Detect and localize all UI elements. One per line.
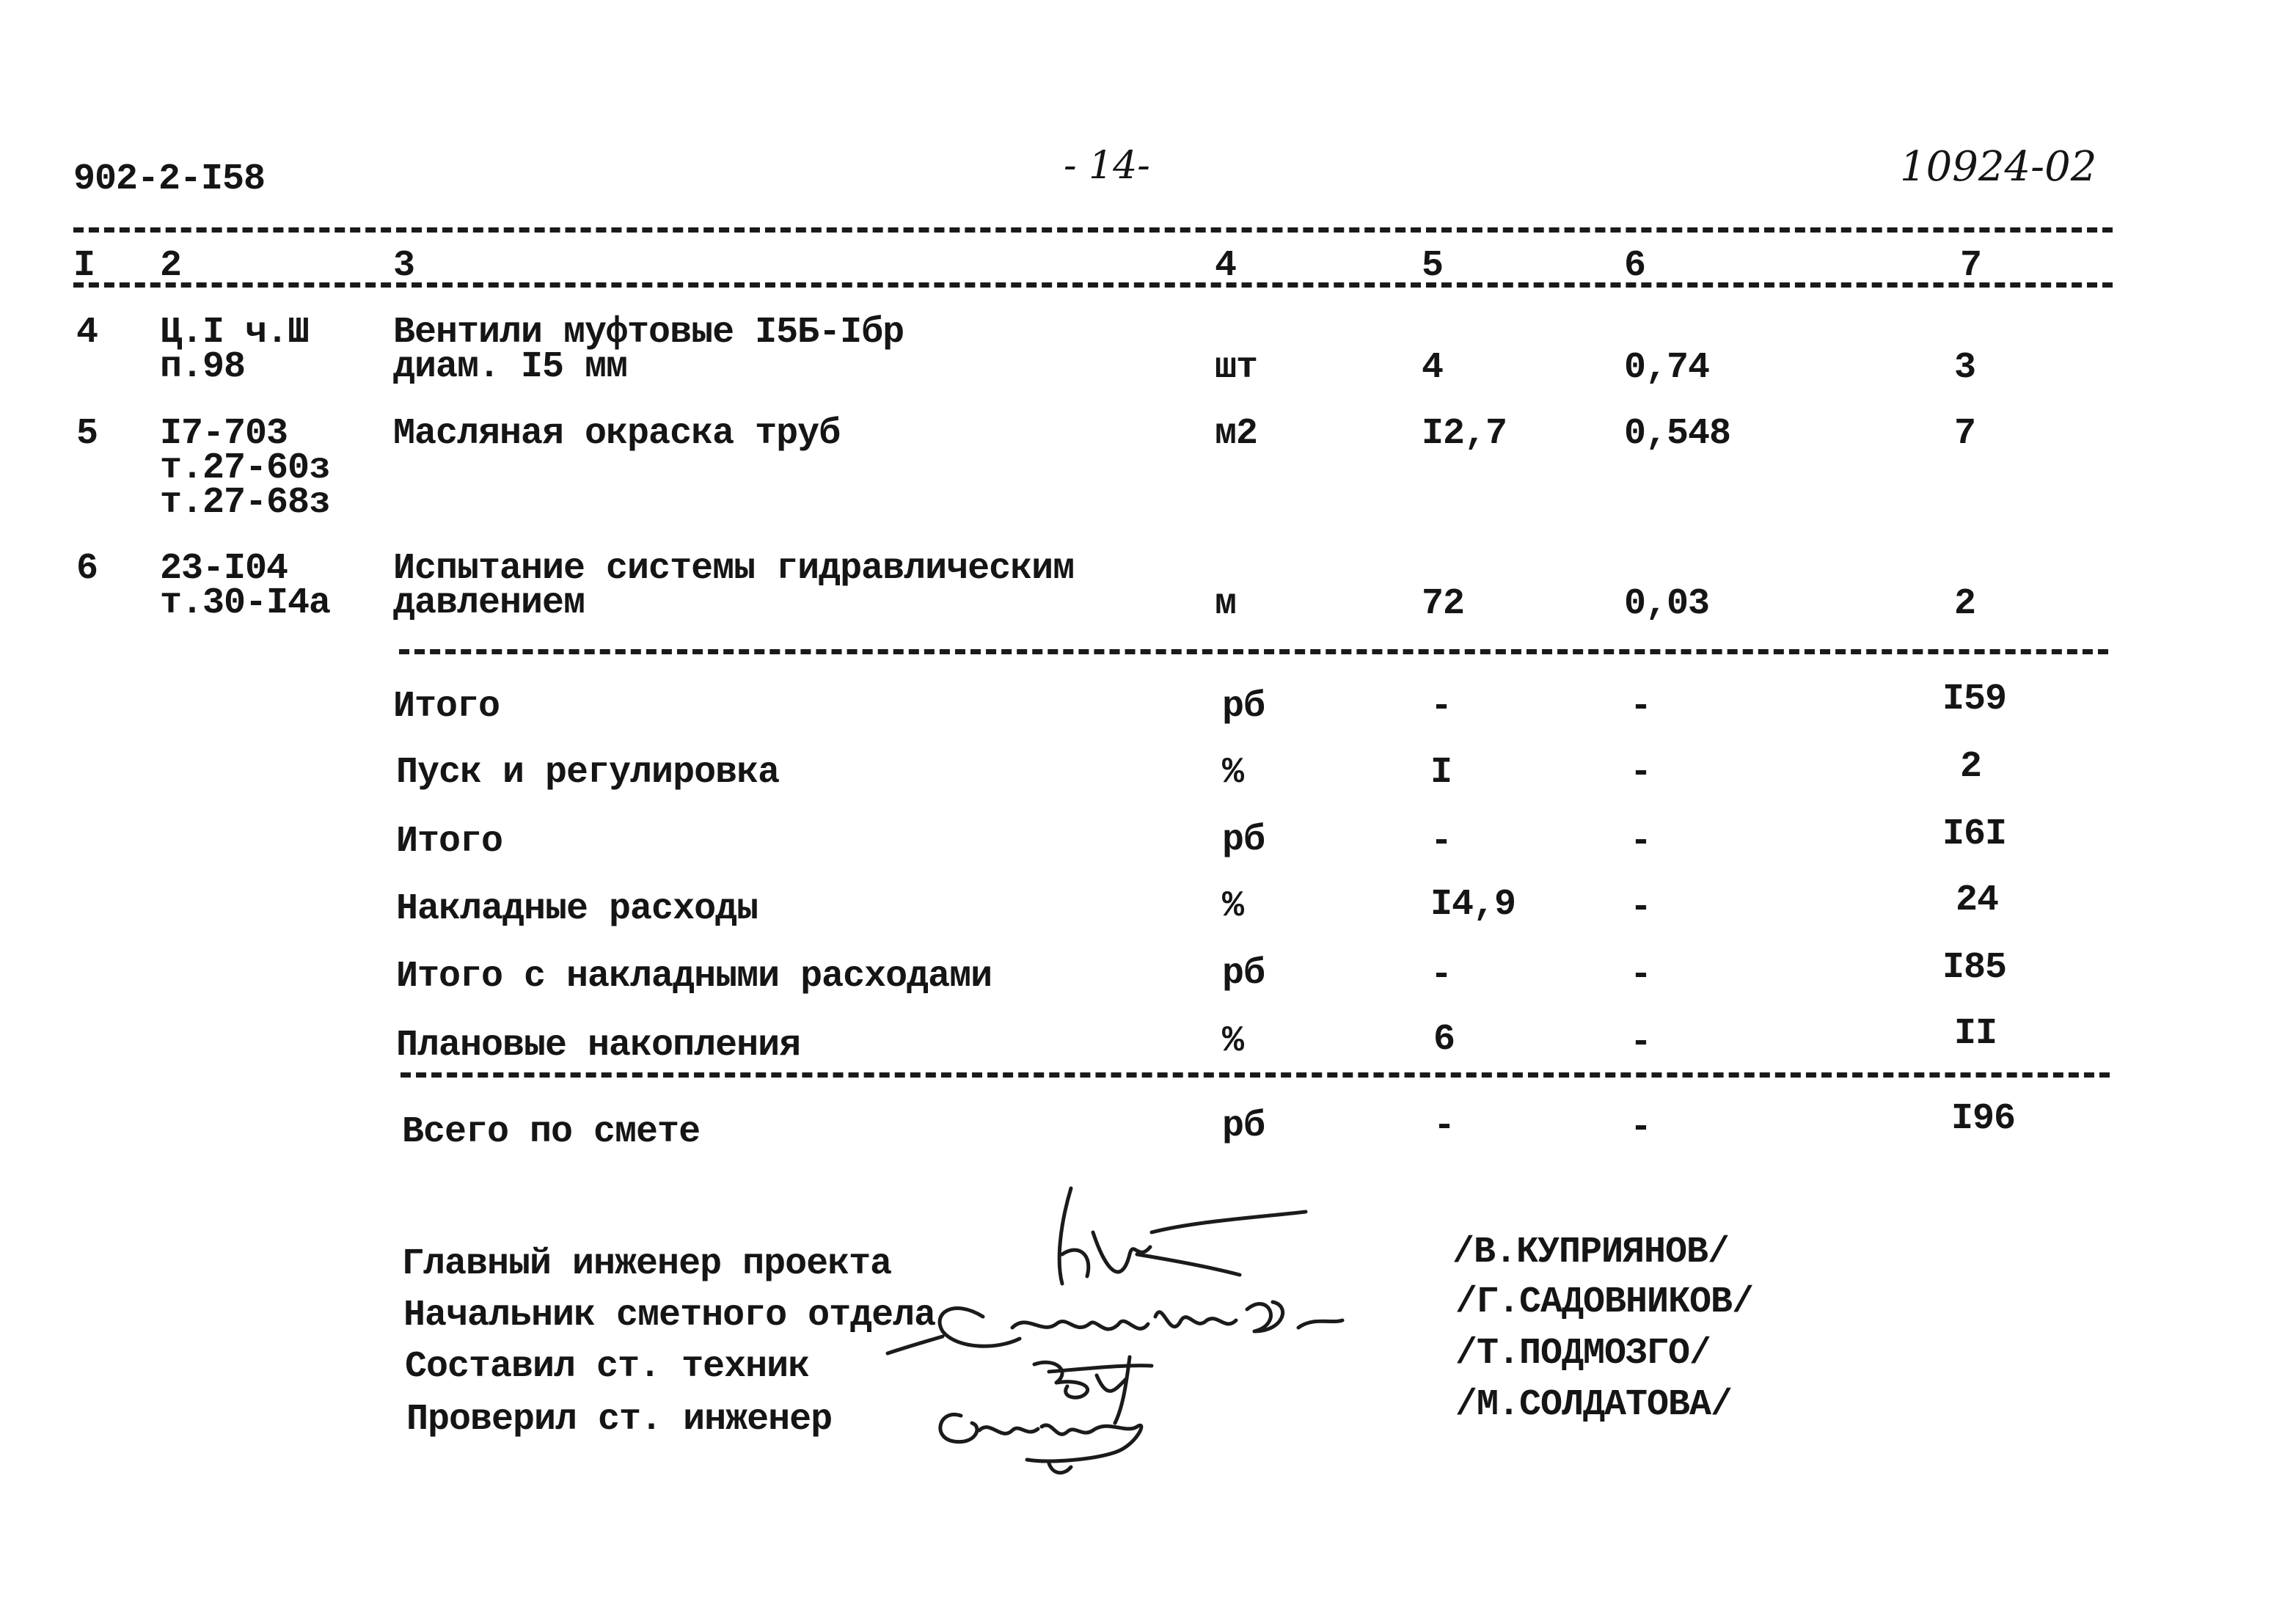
signature-text [0,0,1,1]
summary-total: 24 [1956,879,1999,921]
column-number-5: 5 [1422,245,1444,287]
signature-role: Проверил ст. инженер [406,1399,833,1441]
column-number-1: I [73,245,95,287]
signature-name: /В.КУПРИЯНОВ/ [1452,1232,1730,1273]
row-name: Вентили муфтовые I5Б-Iбр диам. I5 мм [393,312,904,388]
summary-unit: % [1222,885,1244,927]
reference-number: 10924-02 [1900,143,2097,191]
summary-price: - [1630,954,1652,996]
summary-total: I85 [1942,947,2007,989]
column-number-2: 2 [160,245,182,287]
signature-role: Составил ст. техник [405,1346,810,1388]
row-number: 5 [76,413,98,455]
page-number: - 14- [1064,144,1150,188]
column-number-4: 4 [1215,245,1237,287]
items-end-rule [399,649,2108,654]
summary-unit: % [1222,1020,1244,1062]
summary-price: - [1630,1022,1652,1064]
column-number-6: 6 [1624,245,1646,287]
signature-soldatova [940,1414,1141,1472]
column-number-3: 3 [393,245,415,287]
row-code: I7-703 т.27-60з т.27-68з [160,413,331,524]
row-code: 23-I04 т.30-I4а [160,548,331,624]
signature-role: Главный инженер проекта [402,1243,892,1285]
row-price: 0,03 [1624,583,1710,625]
signature-text-holder [0,0,1,1]
grand-total-price: - [1630,1107,1652,1149]
summary-unit: рб [1222,686,1265,728]
signature-sadovnikov [888,1302,1342,1353]
summary-price: - [1630,752,1652,794]
row-total: 3 [1954,347,1976,389]
row-total: 2 [1954,583,1976,625]
grand-total-unit: рб [1222,1105,1265,1147]
summary-name: Накладные расходы [396,888,758,930]
row-unit: м [1215,583,1237,625]
header-rule [73,282,2113,288]
summary-name: Итого [396,821,503,863]
row-quantity: 72 [1422,583,1465,625]
summary-total: I59 [1942,679,2007,720]
summary-unit: рб [1222,953,1265,995]
grand-total-value: I96 [1951,1098,2016,1140]
row-name: Испытание системы гидравлическим давлением [393,548,1075,624]
row-quantity: I2,7 [1422,413,1507,455]
row-unit: шт [1215,347,1258,389]
summary-price: - [1630,887,1652,929]
signature-name: /Т.ПОДМОЗГО/ [1455,1333,1711,1375]
signature-name: /М.СОЛДАТОВА/ [1455,1384,1733,1426]
summary-quantity: - [1430,954,1452,996]
row-code: Ц.I ч.Ш п.98 [160,312,310,388]
document-code: 902-2-I58 [73,158,266,200]
row-price: 0,548 [1624,413,1731,455]
signature-name: /Г.САДОВНИКОВ/ [1455,1281,1754,1323]
grand-total-quantity: - [1433,1105,1455,1147]
summary-total: I6I [1942,813,2007,855]
row-quantity: 4 [1422,347,1444,389]
row-price: 0,74 [1624,347,1710,389]
summary-name: Итого с накладными расходами [396,956,992,998]
summary-unit: рб [1222,819,1265,861]
row-number: 4 [76,312,98,354]
summary-total: II [1954,1013,1997,1055]
row-unit: м2 [1215,413,1258,455]
grand-total-name: Всего по смете [402,1111,701,1153]
handwritten-signatures [873,1174,1460,1482]
signature-role: Начальник сметного отдела [403,1295,936,1336]
summary-price: - [1630,821,1652,863]
summary-quantity: - [1430,821,1452,863]
summary-quantity: I4,9 [1430,884,1516,926]
summary-name: Итого [393,686,500,728]
summary-unit: % [1222,752,1244,794]
summary-quantity: I [1430,752,1452,794]
summary-name: Плановые накопления [396,1025,801,1067]
summary-quantity: - [1430,686,1452,728]
top-rule [73,227,2113,233]
summary-name: Пуск и регулировка [396,752,780,794]
summary-total: 2 [1960,746,1982,788]
summary-quantity: 6 [1433,1019,1455,1061]
row-name: Масляная окраска труб [393,413,841,455]
row-total: 7 [1954,413,1976,455]
signature-podmozgo [1034,1357,1152,1423]
summary-end-rule [401,1072,2110,1078]
signature-kupriyanov [1059,1188,1306,1284]
row-number: 6 [76,548,98,590]
column-number-7: 7 [1960,245,1982,287]
summary-price: - [1630,686,1652,728]
